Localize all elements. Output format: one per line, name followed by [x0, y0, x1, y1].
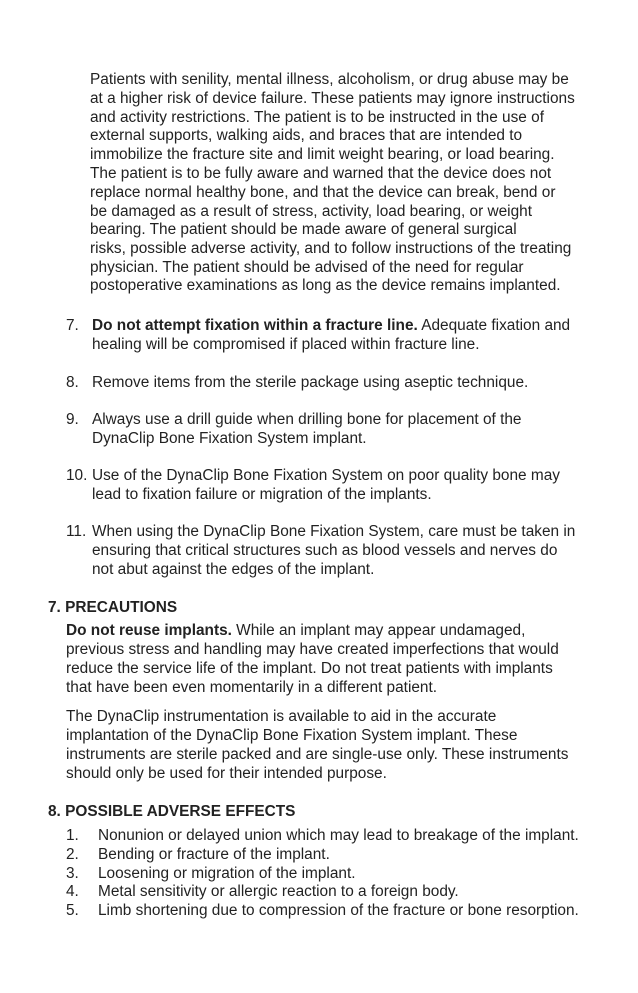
paragraph-line-rest: While an implant may appear undamaged, [231, 622, 526, 639]
paragraph-line: reduce the service life of the implant. Do not treat patients with implants [66, 660, 553, 677]
item-line: lead to fixation failure or migration of the implants. [92, 486, 432, 503]
list-item-number: 2. [66, 846, 79, 863]
paragraph-line: The DynaClip instrumentation is available to aid in the accurate [66, 708, 497, 725]
paragraph-line [66, 621, 525, 640]
paragraph-bold-lead: Do not reuse implants. [66, 622, 232, 639]
list-item-number: 4. [66, 883, 79, 900]
intro-line: and activity restrictions. The patient is to be instructed in the use of [90, 109, 544, 126]
intro-line: postoperative examinations as long as the device remains implanted. [90, 277, 561, 294]
list-item-text: Nonunion or delayed union which may lead to breakage of the implant. [98, 827, 579, 844]
item-line-rest: Adequate fixation and [417, 317, 571, 334]
item-line [92, 316, 570, 335]
intro-line: bearing. The patient should be made aware of general surgical [90, 221, 517, 238]
intro-line: physician. The patient should be advised of the need for regular [90, 259, 524, 276]
paragraph-line: instruments are sterile packed and are single-use only. These instruments [66, 746, 569, 763]
list-item-text: Loosening or migration of the implant. [98, 865, 356, 882]
list-item-number: 5. [66, 902, 79, 919]
item-number: 10. [66, 467, 88, 484]
intro-line: immobilize the fracture site and limit weight bearing, or load bearing. [90, 146, 555, 163]
item-number: 8. [66, 374, 79, 391]
intro-line: replace normal healthy bone, and that the device can break, bend or [90, 184, 556, 201]
paragraph-line: should only be used for their intended purpose. [66, 765, 387, 782]
list-item-text: Metal sensitivity or allergic reaction to a foreign body. [98, 883, 459, 900]
intro-line: Patients with senility, mental illness, alcoholism, or drug abuse may be [90, 71, 569, 88]
intro-line: external supports, walking aids, and braces that are intended to [90, 127, 523, 144]
list-item-text: Limb shortening due to compression of the fracture or bone resorption. [98, 902, 579, 919]
paragraph-line: previous stress and handling may have created imperfections that would [66, 641, 559, 658]
item-line: Always use a drill guide when drilling bone for placement of the [92, 411, 522, 428]
intro-line: risks, possible adverse activity, and to follow instructions of the treating [90, 240, 572, 257]
item-line: Remove items from the sterile package using aseptic technique. [92, 374, 529, 391]
section-heading: 8. POSSIBLE ADVERSE EFFECTS [48, 803, 296, 820]
item-line: not abut against the edges of the implant. [92, 561, 375, 578]
paragraph-line: implantation of the DynaClip Bone Fixation System implant. These [66, 727, 518, 744]
item-line: ensuring that critical structures such as blood vessels and nerves do [92, 542, 558, 559]
item-line: healing will be compromised if placed within fracture line. [92, 336, 480, 353]
item-number: 9. [66, 411, 79, 428]
section-heading: 7. PRECAUTIONS [48, 599, 178, 616]
intro-line: The patient is to be fully aware and warned that the device does not [90, 165, 552, 182]
list-item-number: 3. [66, 865, 79, 882]
item-line: DynaClip Bone Fixation System implant. [92, 430, 367, 447]
paragraph-line: that have been even momentarily in a different patient. [66, 679, 438, 696]
intro-line: be damaged as a result of stress, activity, load bearing, or weight [90, 203, 532, 220]
list-item-number: 1. [66, 827, 79, 844]
item-number: 7. [66, 317, 79, 334]
item-number: 11. [66, 523, 87, 540]
item-line: When using the DynaClip Bone Fixation System, care must be taken in [92, 523, 576, 540]
intro-line: at a higher risk of device failure. These patients may ignore instructions [90, 90, 575, 107]
item-line: Use of the DynaClip Bone Fixation System on poor quality bone may [92, 467, 560, 484]
list-item-text: Bending or fracture of the implant. [98, 846, 330, 863]
item-bold-lead: Do not attempt fixation within a fracture line. [92, 317, 418, 334]
